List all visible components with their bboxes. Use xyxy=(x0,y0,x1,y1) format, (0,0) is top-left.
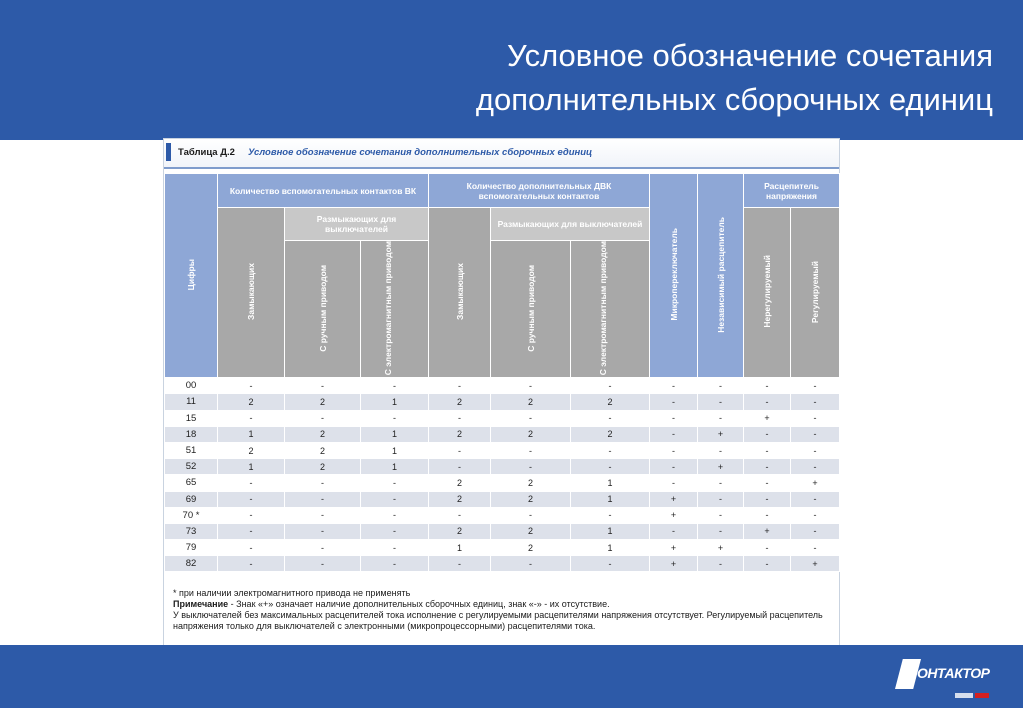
caption-marker xyxy=(166,143,171,161)
table-description: Условное обозначение сочетания дополнительных сборочных единиц xyxy=(248,147,593,158)
table-cell: - xyxy=(571,556,650,572)
table-cell: 2 xyxy=(491,394,571,410)
table-cell: 1 xyxy=(429,540,491,556)
table-cell: 2 xyxy=(571,426,650,442)
table-cell: - xyxy=(218,491,285,507)
table-cell: 2 xyxy=(285,442,361,458)
table-cell: - xyxy=(218,523,285,539)
table-cell: - xyxy=(491,556,571,572)
note-line-2: У выключателей без максимальных расцепителей тока исполнение с регулируемыми расцепителями напряжения отсутствует. Регулируемый расцепитель напряжения только для выключателей с электронными (микропроцессорными) расцепителями тока. xyxy=(173,610,823,631)
table-cell: - xyxy=(285,556,361,572)
combination-table xyxy=(164,173,840,572)
table-caption-bar xyxy=(164,139,839,169)
table-cell: - xyxy=(571,459,650,475)
row-code-cell: 73 xyxy=(165,523,218,539)
table-row xyxy=(165,442,840,458)
header-group-dvk: Количество дополнительных ДВК вспомогательных контактов xyxy=(429,174,650,208)
header-digits: Цифры xyxy=(165,174,218,378)
table-cell: - xyxy=(744,459,791,475)
table-cell: - xyxy=(744,426,791,442)
table-cell: - xyxy=(744,378,791,394)
table-cell: - xyxy=(650,410,698,426)
table-cell: - xyxy=(744,442,791,458)
table-row xyxy=(165,523,840,539)
row-code-cell: 52 xyxy=(165,459,218,475)
table-cell: - xyxy=(744,556,791,572)
footer-band xyxy=(0,645,1023,708)
table-cell: - xyxy=(791,523,840,539)
table-cell: - xyxy=(650,394,698,410)
table-cell: - xyxy=(791,394,840,410)
header-independent-release: Независимый расцепитель xyxy=(698,174,744,378)
table-cell: - xyxy=(698,442,744,458)
table-cell: - xyxy=(285,523,361,539)
header-microswitch: Микропереключатель xyxy=(650,174,698,378)
header-unregulated: Нерегулируемый xyxy=(744,208,791,378)
table-cell: - xyxy=(744,540,791,556)
table-cell: - xyxy=(361,410,429,426)
table-cell: - xyxy=(698,410,744,426)
table-cell: 2 xyxy=(491,475,571,491)
table-cell: - xyxy=(218,378,285,394)
table-cell: - xyxy=(218,556,285,572)
table-cell: + xyxy=(650,540,698,556)
table-cell: + xyxy=(698,540,744,556)
table-cell: 1 xyxy=(361,459,429,475)
table-cell: 1 xyxy=(361,426,429,442)
table-cell: + xyxy=(650,491,698,507)
table-cell: - xyxy=(650,378,698,394)
row-code-cell: 18 xyxy=(165,426,218,442)
footnote: * при наличии электромагнитного привода не применять xyxy=(173,588,411,598)
table-cell: 1 xyxy=(571,475,650,491)
table-cell: + xyxy=(744,523,791,539)
table-cell: 1 xyxy=(571,523,650,539)
table-cell: 1 xyxy=(361,442,429,458)
table-row xyxy=(165,491,840,507)
table-cell: - xyxy=(650,523,698,539)
table-cell: 2 xyxy=(429,523,491,539)
table-row xyxy=(165,426,840,442)
table-cell: - xyxy=(361,378,429,394)
note-label: Примечание xyxy=(173,599,229,609)
row-code-cell: 15 xyxy=(165,410,218,426)
header-group-vk: Количество вспомогательных контактов ВК xyxy=(218,174,429,208)
table-body xyxy=(165,378,840,572)
table-notes xyxy=(173,588,833,632)
header-dvk-closing: Замыкающих xyxy=(429,208,491,378)
header-dvk-electromagnetic: С электромагнитным приводом xyxy=(571,241,650,378)
table-cell: - xyxy=(491,459,571,475)
table-cell: - xyxy=(285,410,361,426)
table-cell: - xyxy=(285,491,361,507)
table-cell: + xyxy=(698,459,744,475)
header-regulated: Регулируемый xyxy=(791,208,840,378)
table-cell: - xyxy=(285,507,361,523)
row-code-cell: 11 xyxy=(165,394,218,410)
table-cell: 2 xyxy=(218,442,285,458)
table-cell: - xyxy=(791,507,840,523)
table-cell: - xyxy=(361,491,429,507)
table-row xyxy=(165,475,840,491)
header-dvk-manual: С ручным приводом xyxy=(491,241,571,378)
table-cell: 2 xyxy=(571,394,650,410)
table-cell: + xyxy=(791,475,840,491)
table-cell: - xyxy=(361,540,429,556)
table-cell: - xyxy=(361,507,429,523)
kontaktor-logo xyxy=(895,655,995,701)
table-cell: - xyxy=(218,540,285,556)
table-cell: - xyxy=(491,442,571,458)
table-cell: - xyxy=(698,556,744,572)
header-vk-closing: Замыкающих xyxy=(218,208,285,378)
table-cell: - xyxy=(744,507,791,523)
table-row xyxy=(165,410,840,426)
table-cell: - xyxy=(429,410,491,426)
table-cell: 2 xyxy=(429,426,491,442)
table-cell: 2 xyxy=(285,426,361,442)
table-cell: - xyxy=(285,378,361,394)
table-cell: - xyxy=(791,459,840,475)
table-cell: - xyxy=(650,442,698,458)
table-cell: + xyxy=(650,556,698,572)
slide-title xyxy=(293,34,993,122)
table-cell: 2 xyxy=(491,426,571,442)
table-cell: 2 xyxy=(218,394,285,410)
table-cell: - xyxy=(791,442,840,458)
table-cell: 2 xyxy=(429,491,491,507)
table-row xyxy=(165,540,840,556)
table-cell: - xyxy=(650,475,698,491)
table-cell: - xyxy=(571,507,650,523)
table-row xyxy=(165,394,840,410)
table-cell: - xyxy=(361,556,429,572)
row-code-cell: 51 xyxy=(165,442,218,458)
table-cell: + xyxy=(650,507,698,523)
table-cell: - xyxy=(744,475,791,491)
table-cell: 2 xyxy=(491,540,571,556)
table-cell: 1 xyxy=(571,540,650,556)
row-code-cell: 82 xyxy=(165,556,218,572)
header-vk-opening: Размыкающих для выключателей xyxy=(285,208,429,241)
table-cell: - xyxy=(571,442,650,458)
table-row xyxy=(165,556,840,572)
table-cell: - xyxy=(791,491,840,507)
table-cell: - xyxy=(429,442,491,458)
table-cell: - xyxy=(491,507,571,523)
header-dvk-opening: Размыкающих для выключателей xyxy=(491,208,650,241)
table-cell: - xyxy=(698,507,744,523)
table-cell: 2 xyxy=(491,491,571,507)
row-code-cell: 69 xyxy=(165,491,218,507)
table-cell: + xyxy=(791,556,840,572)
title-band xyxy=(0,0,1023,140)
table-cell: - xyxy=(429,507,491,523)
table-cell: - xyxy=(791,410,840,426)
slide-title-line-2: дополнительных сборочных единиц xyxy=(475,82,993,117)
table-row xyxy=(165,459,840,475)
table-cell: - xyxy=(361,523,429,539)
table-cell: 2 xyxy=(285,394,361,410)
table-cell: - xyxy=(650,426,698,442)
table-cell: + xyxy=(744,410,791,426)
table-cell: - xyxy=(491,378,571,394)
table-cell: - xyxy=(285,540,361,556)
table-cell: - xyxy=(791,378,840,394)
table-cell: - xyxy=(429,459,491,475)
table-cell: - xyxy=(698,394,744,410)
table-cell: - xyxy=(571,378,650,394)
note-text: - Знак «+» означает наличие дополнительных сборочных единиц, знак «-» - их отсутствие. xyxy=(228,599,610,609)
table-cell: - xyxy=(698,475,744,491)
table-number: Таблица Д.2 xyxy=(178,147,235,158)
table-cell: - xyxy=(698,378,744,394)
table-cell: 2 xyxy=(429,394,491,410)
table-cell: + xyxy=(698,426,744,442)
row-code-cell: 65 xyxy=(165,475,218,491)
table-row xyxy=(165,378,840,394)
table-cell: 1 xyxy=(218,459,285,475)
table-cell: - xyxy=(218,475,285,491)
table-cell: - xyxy=(744,394,791,410)
table-cell: - xyxy=(218,507,285,523)
header-vk-electromagnetic: С электромагнитным приводом xyxy=(361,241,429,378)
table-cell: - xyxy=(429,556,491,572)
table-cell: 1 xyxy=(218,426,285,442)
note-line-1 xyxy=(173,599,833,610)
header-group-voltage: Расцепитель напряжения xyxy=(744,174,840,208)
table-cell: 1 xyxy=(361,394,429,410)
logo-wordmark: ОНТАКТОР xyxy=(917,665,990,681)
row-code-cell: 79 xyxy=(165,540,218,556)
slide-title-line-1: Условное обозначение сочетания xyxy=(506,38,993,73)
table-cell: - xyxy=(491,410,571,426)
table-cell: - xyxy=(698,523,744,539)
table-cell: - xyxy=(361,475,429,491)
table-cell: 1 xyxy=(571,491,650,507)
table-cell: - xyxy=(650,459,698,475)
table-cell: 2 xyxy=(491,523,571,539)
table-cell: - xyxy=(791,540,840,556)
logo-subline xyxy=(955,685,995,691)
row-code-cell: 70 * xyxy=(165,507,218,523)
table-cell: - xyxy=(285,475,361,491)
table-cell: - xyxy=(429,378,491,394)
table-cell: - xyxy=(571,410,650,426)
table-cell: 2 xyxy=(429,475,491,491)
table-cell: - xyxy=(698,491,744,507)
table-cell: - xyxy=(218,410,285,426)
header-vk-manual: С ручным приводом xyxy=(285,241,361,378)
table-document xyxy=(163,138,840,648)
table-cell: - xyxy=(744,491,791,507)
table-cell: 2 xyxy=(285,459,361,475)
row-code-cell: 00 xyxy=(165,378,218,394)
table-cell: - xyxy=(791,426,840,442)
table-row xyxy=(165,507,840,523)
